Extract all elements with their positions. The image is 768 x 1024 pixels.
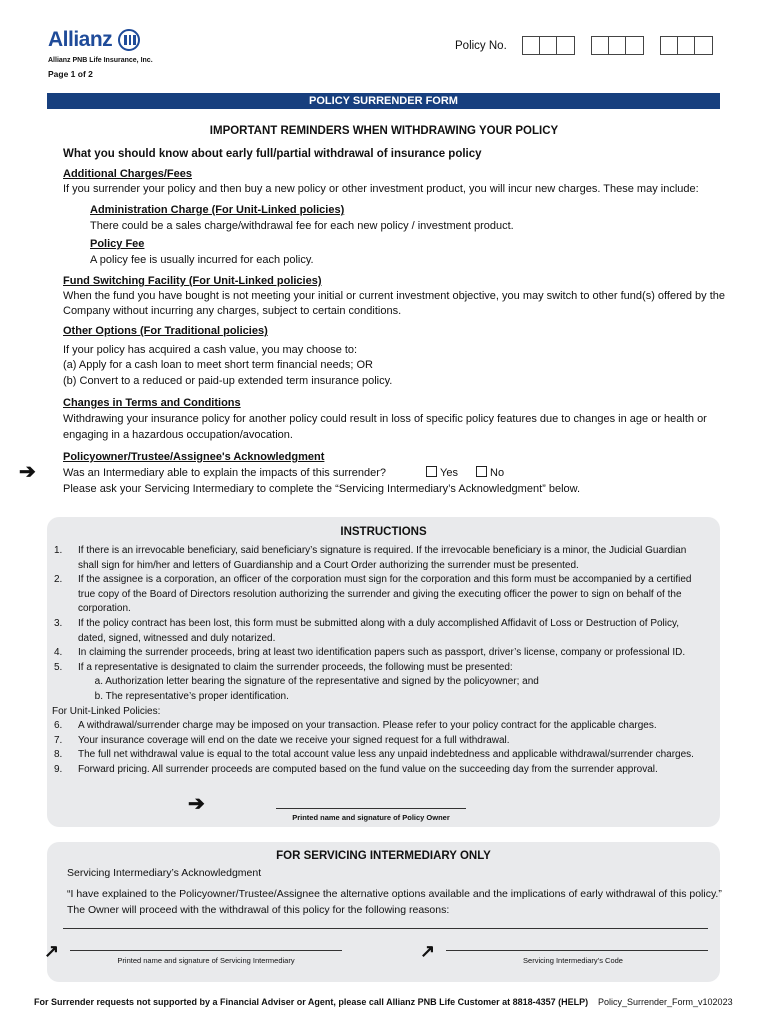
yes-checkbox[interactable] — [426, 466, 437, 477]
brand-name: Allianz — [48, 28, 113, 51]
fee-text: A policy fee is usually incurred for each policy. — [90, 254, 314, 266]
other-line2: (a) Apply for a cash loan to meet short term financial needs; OR — [63, 359, 373, 371]
unit-linked-label: For Unit-Linked Policies: — [52, 705, 161, 717]
allianz-emblem-icon — [118, 29, 140, 51]
terms-line2: engaging in a hazardous occupation/avocation. — [63, 429, 293, 441]
intermediary-reasons: The Owner will proceed with the withdrawal of this policy for the following reasons: — [67, 904, 450, 916]
instruction-line: 9. Forward pricing. All surrender proceeds are computed based on the fund value on the succeeding day from the surrender approval. — [54, 763, 658, 775]
instruction-line: 4. In claiming the surrender proceeds, bring at least two identification papers such as passport, driver’s license, company or professional ID. — [54, 647, 686, 659]
ack-question: Was an Intermediary able to explain the impacts of this surrender? — [63, 467, 387, 479]
owner-signature-caption: Printed name and signature of Policy Owner — [292, 813, 450, 822]
admin-heading: Administration Charge (For Unit-Linked policies) — [90, 204, 345, 216]
arrow-right-icon: ➔ — [19, 461, 36, 483]
ack-yes-option[interactable] — [426, 466, 458, 481]
ack-request: Please ask your Servicing Intermediary to complete the “Servicing Intermediary’s Acknowledgment” below. — [63, 483, 581, 495]
instruction-line: 2. If the assignee is a corporation, an officer of the corporation must sign for the corporation and this form must be accompanied by a certified — [54, 574, 692, 586]
intermediary-title: FOR SERVICING INTERMEDIARY ONLY — [276, 850, 491, 862]
intermediary-subtitle: Servicing Intermediary’s Acknowledgment — [67, 867, 262, 879]
footer-note: For Surrender requests not supported by a Financial Adviser or Agent, please call Allianz PNB Life Customer at 8818-4357 (HELP) — [34, 997, 589, 1007]
no-checkbox[interactable] — [476, 466, 487, 477]
charges-heading: Additional Charges/Fees — [63, 168, 192, 180]
fund-line1: When the fund you have bought is not meeting your initial or current investment objective, you may switch to other fund(s) offered by the — [63, 290, 725, 302]
charges-text: If you surrender your policy and then buy a new policy or other investment product, you will incur new charges. These may include: — [63, 183, 699, 195]
instruction-line: 8. The full net withdrawal value is equal to the total account value less any unpaid indebtedness and applicable withdrawal/surrender charges. — [54, 749, 694, 761]
instruction-line: true copy of the Board of Directors resolution authorizing the surrender and giving the executing officer the power to sign on behalf of the — [78, 588, 682, 600]
instruction-line: 5. If a representative is designated to claim the surrender proceeds, the following must be presented: — [54, 661, 513, 673]
terms-line1: Withdrawing your insurance policy for another policy could result in loss of specific policy features due to changes in age or health or — [63, 413, 707, 425]
no-label: No — [490, 467, 505, 479]
instructions-list — [54, 544, 694, 778]
page-number: Page 1 of 2 — [48, 69, 93, 79]
other-line3: (b) Convert to a reduced or paid-up extended term insurance policy. — [63, 375, 393, 387]
intermediary-code-caption: Servicing Intermediary’s Code — [523, 956, 623, 965]
owner-signature-line[interactable] — [276, 808, 466, 809]
intermediary-quote: “I have explained to the Policyowner/Trustee/Assignee the alternative options available and the implications of early withdrawal of this policy.” — [67, 888, 722, 900]
terms-heading: Changes in Terms and Conditions — [63, 397, 241, 409]
instruction-line: a. Authorization letter bearing the signature of the representative and signed by the policyowner; and — [78, 676, 539, 688]
company-name: Allianz PNB Life Insurance, Inc. — [48, 57, 153, 64]
form-code: Policy_Surrender_Form_v102023 — [598, 997, 733, 1007]
instruction-line: 3. If the policy contract has been lost, this form must be submitted along with a duly accomplished Affidavit of Loss or Destruction of Policy, — [54, 617, 680, 629]
other-line1: If your policy has acquired a cash value, you may choose to: — [63, 344, 358, 356]
intermediary-signature-caption: Printed name and signature of Servicing Intermediary — [117, 956, 295, 965]
instruction-line: 6. A withdrawal/surrender charge may be imposed on your transaction. Please refer to your policy contract for the applicable charges. — [54, 720, 657, 732]
ack-no-option[interactable] — [476, 466, 504, 481]
reminders-intro: What you should know about early full/partial withdrawal of insurance policy — [63, 148, 482, 160]
fund-heading: Fund Switching Facility (For Unit-Linked policies) — [63, 275, 322, 287]
policy-no-boxes-2[interactable] — [591, 36, 644, 55]
fund-line2: Company without incurring any charges, subject to certain conditions. — [63, 305, 402, 317]
reasons-line[interactable] — [63, 928, 708, 929]
diagonal-arrow-icon: ↗ — [44, 941, 60, 961]
instruction-line: dated, signed, witnessed and duly notarized. — [78, 632, 276, 644]
ack-heading: Policyowner/Trustee/Assignee's Acknowledgment — [63, 451, 325, 463]
policy-no-label: Policy No. — [455, 40, 507, 52]
intermediary-code-line[interactable] — [446, 950, 708, 951]
diagonal-arrow-icon: ↗ — [420, 941, 436, 961]
instruction-line: shall sign for him/her and letters of Guardianship and a Court Order authorizing the surrender must be presented. — [78, 559, 579, 571]
reminders-title: IMPORTANT REMINDERS WHEN WITHDRAWING YOUR POLICY — [209, 125, 559, 137]
instruction-line: corporation. — [78, 603, 131, 615]
policy-no-boxes-1[interactable] — [522, 36, 575, 55]
policy-no-boxes-3[interactable] — [660, 36, 713, 55]
other-heading: Other Options (For Traditional policies) — [63, 325, 268, 337]
instruction-line: 1. If there is an irrevocable beneficiary, said beneficiary’s signature is required. If the irrevocable beneficiary is a minor, the Judicial Guardian — [54, 545, 687, 556]
arrow-right-icon: ➔ — [188, 793, 205, 815]
instruction-line: 7. Your insurance coverage will end on the date we receive your signed request for a full withdrawal. — [54, 734, 510, 746]
admin-text: There could be a sales charge/withdrawal fee for each new policy / investment product. — [90, 220, 514, 232]
yes-label: Yes — [440, 467, 458, 479]
allianz-logo — [48, 28, 140, 52]
form-title: POLICY SURRENDER FORM — [47, 93, 720, 109]
instruction-line: b. The representative’s proper identification. — [78, 690, 289, 702]
intermediary-signature-line[interactable] — [70, 950, 342, 951]
instructions-title: INSTRUCTIONS — [340, 526, 427, 538]
fee-heading: Policy Fee — [90, 238, 145, 250]
